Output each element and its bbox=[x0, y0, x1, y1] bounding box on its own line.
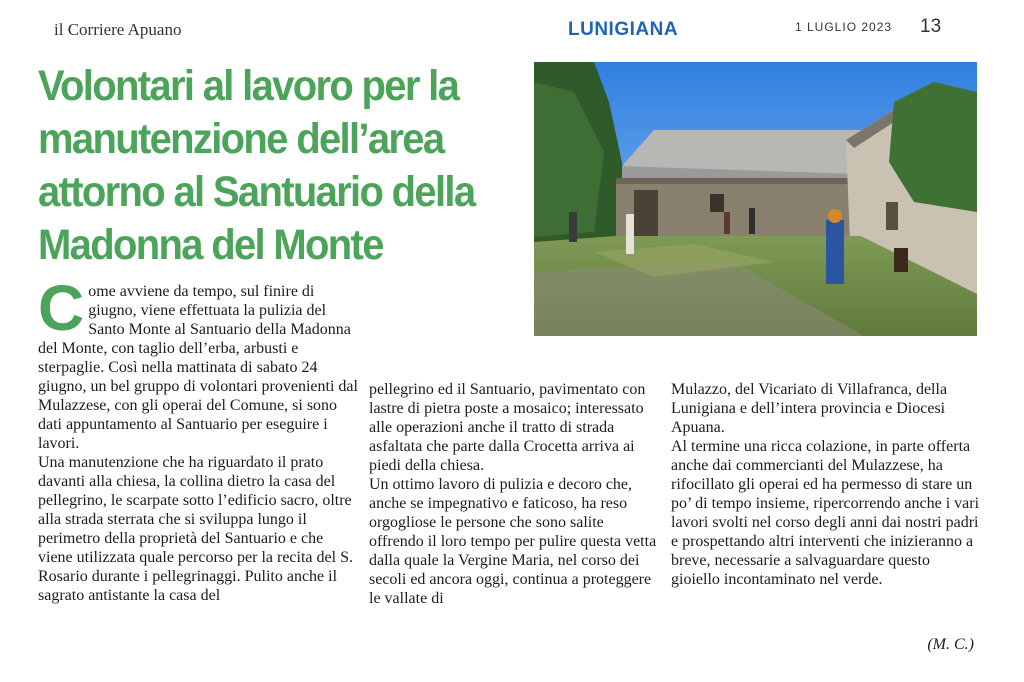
article-headline: Volontari al lavoro per la manutenzione dell’area attorno al Santuario della Madonna del Monte bbox=[38, 62, 475, 269]
issue-date: 1 LUGLIO 2023 bbox=[795, 20, 893, 34]
article-column-1 bbox=[38, 272, 358, 605]
page-number: 13 bbox=[920, 16, 942, 37]
paragraph: Mulazzo, del Vicariato di Villafranca, della Lunigiana e dell’intera provincia e Diocesi Apuana. bbox=[671, 381, 948, 436]
drop-cap: C bbox=[38, 272, 85, 344]
author-signature: (M. C.) bbox=[927, 636, 974, 653]
article-column-2 bbox=[369, 380, 659, 608]
sanctuary-photo bbox=[534, 62, 977, 336]
paragraph: Al termine una ricca colazione, in parte offerta anche dai commercianti del Mulazzese, ha rifocillato gli operai ed ha permesso di stare un po’ di tempo insieme, ripercorrendo anche i vari lavori svolti nel corso degli anni dai nostri padri e prospettando altri interventi che inizieranno a breve, necessarie a salvaguardare questo gioiello incontaminato nel verde. bbox=[671, 438, 980, 588]
paragraph bbox=[38, 272, 358, 453]
article-column-3 bbox=[671, 380, 981, 589]
section-title: LUNIGIANA bbox=[568, 19, 679, 40]
paragraph: Un ottimo lavoro di pulizia e decoro che, anche se impegnativo e faticoso, ha reso orgogliose le persone che sono salite offrendo il loro tempo per pulire questa vetta dalla quale la Vergine Maria, nel corso dei secoli ed ancora oggi, continua a proteggere le vallate di bbox=[369, 476, 657, 607]
paragraph: Una manutenzione che ha riguardato il prato davanti alla chiesa, la collina dietro la casa del pellegrino, le scarpate sotto l’edificio sacro, oltre alla strada sterrata che si sviluppa lungo il perimetro della proprietà del Santuario e che viene utilizzata quale percorso per la recita del S. Rosario durante i pellegrinaggi. Pulito anche il sagrato antistante la casa del bbox=[38, 454, 353, 604]
newspaper-name: il Corriere Apuano bbox=[54, 20, 182, 39]
paragraph-text: ome avviene da tempo, sul finire di giugno, viene effettuata la pulizia del Santo Monte al Santuario della Madonna del Monte, con taglio dell’erba, arbusti e sterpaglie. Così nella mattinata di sabato 24 giugno, un bel gruppo di volontari provenienti dal Mulazzese, con gli operai del Comune, si sono dati appuntamento al Santuario per eseguire i lavori. bbox=[38, 283, 358, 452]
paragraph: pellegrino ed il Santuario, pavimentato con lastre di pietra poste a mosaico; interessato alle operazioni anche il tratto di strada asfaltata che parte dalla Crocetta arriva ai piedi della chiesa. bbox=[369, 381, 646, 474]
